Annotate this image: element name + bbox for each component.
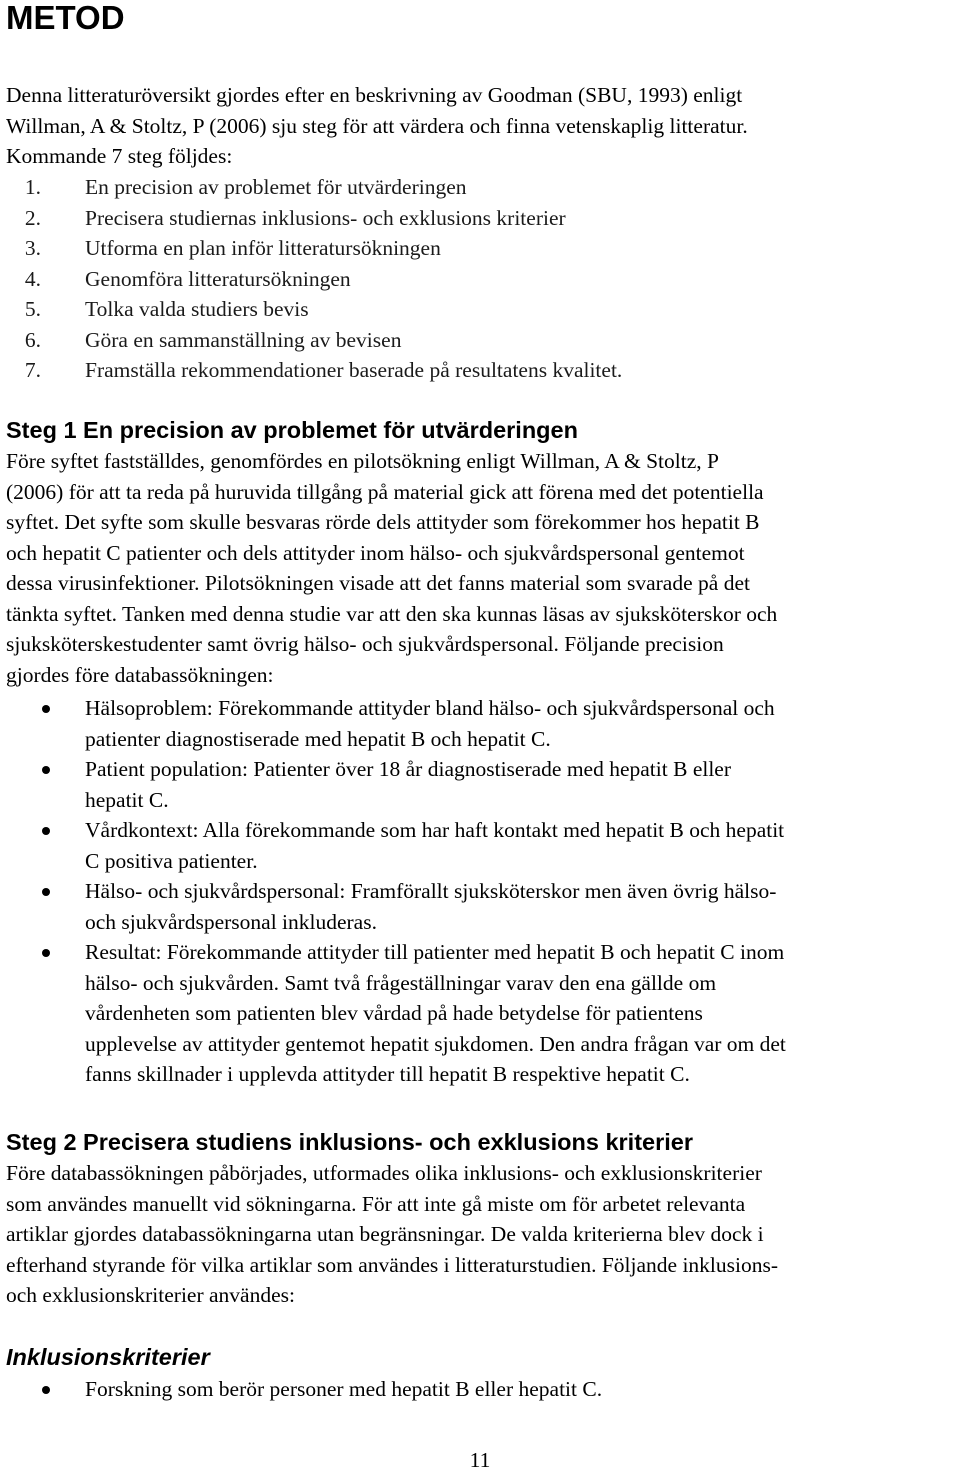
step-item [6,325,946,356]
bullet-dot [42,827,50,835]
step-number: 3. [24,236,41,260]
step-text: Precisera studiernas inklusions- och exklusions kriterier [85,205,566,230]
intro-line: Willman, A & Stoltz, P (2006) sju steg för att värdera och finna vetenskaplig litteratur. [6,113,748,138]
bullet-line: Patient population: Patienter över 18 år diagnostiserade med hepatit B eller [85,757,732,781]
bullet-dot [42,705,50,713]
step-text: Utforma en plan inför litteratursökningen [85,236,441,260]
step-item [6,233,946,264]
paragraph-line: (2006) för att ta reda på huruvida tillgång på material gick att förena med det potentiella [6,479,764,504]
inklusion-heading: Inklusionskriterier [6,1344,210,1370]
paragraph-line: som användes manuellt vid sökningarna. För att inte gå miste om för arbetet relevanta [6,1191,746,1216]
step-text: Tolka valda studiers bevis [85,297,309,321]
steps-list [6,172,946,386]
steg1-heading: Steg 1 En precision av problemet för utvärderingen [6,417,578,443]
bullet-dot [42,1386,50,1394]
bullet-line: vårdenheten som patienten blev vårdad på hade betydelse för patientens [85,1001,703,1025]
steg1-paragraph [6,446,956,690]
step-item [6,203,946,234]
intro-paragraph [6,80,956,172]
bullet-line: Resultat: Förekommande attityder till patienter med hepatit B och hepatit C inom [85,940,785,964]
step-item [6,355,946,386]
bullet-item-personal [6,876,956,937]
page-number: 11 [469,1448,491,1472]
bullet-line: och sjukvårdspersonal inkluderas. [85,909,377,934]
steg2-heading: Steg 2 Precisera studiens inklusions- och exklusions kriterier [6,1129,693,1155]
bullet-item-vardkontext [6,815,956,876]
bullet-dot [42,766,50,774]
paragraph-line: efterhand styrande för vilka artiklar som användes i litteraturstudien. Följande inklusions- [6,1252,779,1277]
bullet-line: Hälsoproblem: Förekommande attityder bland hälso- och sjukvårdspersonal och [85,696,775,720]
steg1-bullet-list [6,693,956,1090]
paragraph-line: tänkta syftet. Tanken med denna studie var att den ska kunnas läsas av sjuksköterskor och [6,601,778,626]
step-number: 1. [24,175,41,199]
step-text: Göra en sammanställning av bevisen [85,327,402,352]
steg2-paragraph [6,1158,956,1311]
bullet-item-resultat [6,937,956,1090]
inklusion-bullet-list [6,1374,956,1405]
step-item [6,264,946,295]
bullet-item-patient-population [6,754,956,815]
bullet-item-inklusion [6,1374,956,1405]
paragraph-line: artiklar gjordes databassökningarna utan begränsningar. De valda kriterierna blev dock i [6,1222,764,1246]
paragraph-line: Före databassökningen påbörjades, utformades olika inklusions- och exklusionskriterier [6,1161,762,1185]
step-number: 4. [24,266,41,291]
intro-line: Kommande 7 steg följdes: [6,144,233,168]
bullet-line: C positiva patienter. [85,848,258,873]
paragraph-line: dessa virusinfektioner. Pilotsökningen visade att det fanns material som svarade på det [6,571,750,595]
step-number: 7. [24,358,41,382]
bullet-line: Vårdkontext: Alla förekommande som har haft kontakt med hepatit B och hepatit [85,818,785,842]
bullet-line: hepatit C. [85,787,169,812]
bullet-line: fanns skillnader i upplevda attityder till hepatit B respektive hepatit C. [85,1062,690,1086]
bullet-dot [42,888,50,896]
section-heading-metod: METOD [6,0,125,36]
intro-line: Denna litteraturöversikt gjordes efter en beskrivning av Goodman (SBU, 1993) enligt [6,83,743,107]
paragraph-line: Före syftet fastställdes, genomfördes en pilotsökning enligt Willman, A & Stoltz, P [6,449,719,473]
bullet-item-halsoproblem [6,693,956,754]
bullet-line: patienter diagnostiserade med hepatit B och hepatit C. [85,726,551,751]
paragraph-line: och exklusionskriterier användes: [6,1283,295,1307]
step-text: En precision av problemet för utvärderingen [85,175,467,199]
step-item [6,294,946,325]
bullet-dot [42,949,50,957]
step-number: 5. [24,297,41,321]
step-text: Genomföra litteratursökningen [85,266,351,291]
step-number: 6. [24,327,41,352]
step-number: 2. [24,205,41,230]
paragraph-line: syftet. Det syfte som skulle besvaras rörde dels attityder som förekommer hos hepatit B [6,510,760,534]
bullet-line: Forskning som berör personer med hepatit B eller hepatit C. [85,1377,603,1401]
bullet-line: hälso- och sjukvården. Samt två frågeställningar varav den ena gällde om [85,970,717,995]
step-text: Framställa rekommendationer baserade på resultatens kvalitet. [85,358,623,382]
paragraph-line: gjordes före databassökningen: [6,662,274,687]
step-item [6,172,946,203]
bullet-line: Hälso- och sjukvårdspersonal: Framförallt sjuksköterskor men även övrig hälso- [85,879,777,903]
paragraph-line: och hepatit C patienter och dels attityder inom hälso- och sjukvårdspersonal gentemot [6,540,745,565]
paragraph-line: sjuksköterskestudenter samt övrig hälso- och sjukvårdspersonal. Följande precision [6,632,724,656]
bullet-line: upplevelse av attityder gentemot hepatit sjukdomen. Den andra frågan var om det [85,1031,786,1056]
